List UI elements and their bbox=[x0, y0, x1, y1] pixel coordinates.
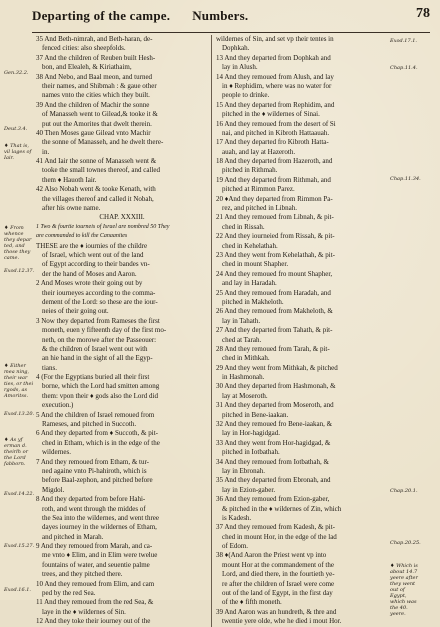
text-line: 39 And Aaron was an hundreth, & thre and bbox=[216, 607, 337, 616]
text-line: mount Hor at the commandement of the bbox=[222, 560, 334, 569]
text-line: the villages thereof and called it Nobah, bbox=[42, 194, 154, 203]
left-margin-notes bbox=[4, 35, 36, 627]
margin-note: Exod.17.1. bbox=[390, 38, 417, 44]
text-line: lay in Ezion-gaber. bbox=[222, 485, 276, 494]
text-line: lay in Alush. bbox=[222, 63, 258, 72]
text-line: roth, and went through the middes of bbox=[42, 504, 146, 513]
text-line: 12 And they toke their iourney out of the bbox=[36, 617, 151, 626]
text-line: pitched in Rithmah. bbox=[222, 166, 278, 175]
text-line: their names, and Shibmah : & gaue other bbox=[42, 81, 157, 90]
text-line: & the children of Israel went out with bbox=[42, 344, 148, 353]
text-line: 24 And they remoued fro mount Shapher, bbox=[216, 269, 333, 278]
text-line: 22 And they iourneied from Rissah, & pit- bbox=[216, 232, 335, 241]
text-line: wildernes. bbox=[42, 448, 71, 457]
text-line: 33 And they went from Hor-hagidgad, & bbox=[216, 438, 331, 447]
margin-note: Deut.3.4. bbox=[4, 126, 28, 132]
text-line: tians. bbox=[42, 363, 57, 372]
text-line: ped by the red Sea. bbox=[42, 589, 96, 598]
text-line: rez, and pitched in Libnah. bbox=[222, 204, 298, 213]
text-line: nai, and pitched in Kibroth Hattaauah. bbox=[222, 128, 330, 137]
text-line: 8 And they departed from before Hahi- bbox=[36, 495, 146, 504]
text-line: 10 And they remoued from Elim, and cam bbox=[36, 579, 155, 588]
text-line: and lay in Haradah. bbox=[222, 279, 277, 288]
text-line: ned againe vnto Pi-hahiroth, which is bbox=[42, 466, 147, 475]
text-line: pitched in Iotbathah. bbox=[222, 448, 280, 457]
margin-note: Chap.20.25. bbox=[390, 540, 421, 546]
running-head-title bbox=[32, 8, 248, 24]
text-line: 7 And they remoued from Etham, & tur- bbox=[36, 457, 150, 466]
text-line: der the hand of Moses and Aaron. bbox=[42, 269, 137, 278]
text-line: 20 ♦And they departed from Rimmon Pa- bbox=[216, 194, 333, 203]
text-line: CHAP. XXXIII. bbox=[99, 213, 145, 222]
margin-note: Chap.11.4. bbox=[390, 65, 418, 71]
margin-note: Exod.14.22. bbox=[4, 491, 35, 497]
text-line: ched in Mithkah. bbox=[222, 354, 270, 363]
margin-note: Chap.11.34. bbox=[390, 176, 421, 182]
left-text-column bbox=[36, 35, 212, 627]
text-line: 35 And they departed from Ebronah, and bbox=[216, 476, 331, 485]
text-line: 26 And they remoued from Makheloth, & bbox=[216, 307, 333, 316]
text-line: them ♦ Hauoth Iair. bbox=[42, 175, 97, 184]
text-line: 3 Now they departed from Rameses the first bbox=[36, 316, 160, 325]
text-line: before Baal-zephon, and pitched before bbox=[42, 476, 153, 485]
text-line: 34 And they remoued from Iotbathah, & bbox=[216, 457, 329, 466]
text-line: neies of their going out. bbox=[42, 307, 109, 316]
text-line: their iourneyes according to the comma- bbox=[42, 288, 156, 297]
text-line: 31 And they departed from Moseroth, and bbox=[216, 401, 334, 410]
text-line: names vnto the cities which they built. bbox=[42, 91, 150, 100]
text-line: 27 And they departed from Tahath, & pit- bbox=[216, 326, 333, 335]
text-line: tooke the small townes thereof, and called bbox=[42, 166, 160, 175]
text-line: them: vpon their ♦ gods also the Lord did bbox=[42, 391, 158, 400]
text-line: auah, and lay at Hazeroth. bbox=[222, 147, 296, 156]
text-line: 38 ♦(And Aaron the Priest went vp into bbox=[216, 551, 327, 560]
text-line: out of the land of Egypt, in the first day bbox=[222, 589, 333, 598]
page-body bbox=[4, 35, 434, 627]
page-number: 78 bbox=[416, 6, 430, 21]
text-line: ched in Rissah. bbox=[222, 222, 265, 231]
text-line: 17 And they departed fro Kibroth Hatta- bbox=[216, 138, 329, 147]
text-line: bon, and Elealeh, & Kiriathaim, bbox=[42, 63, 132, 72]
text-line: fountains of water, and seuentie palme bbox=[42, 560, 150, 569]
text-line: re after the children of Israel were come bbox=[222, 579, 335, 588]
text-line: people to drinke. bbox=[222, 91, 270, 100]
text-line: pitched at Rimmon Parez. bbox=[222, 185, 295, 194]
text-line: 11 And they remoued from the red Sea, & bbox=[36, 598, 154, 607]
text-line: lay in Hor-hagidgad. bbox=[222, 429, 280, 438]
text-line: 30 And they departed from Hashmonah, & bbox=[216, 382, 336, 391]
text-line: 29 And they went from Mithkah, & pitched bbox=[216, 363, 338, 372]
text-line: twentie yere olde, whe he died i mout Hor. bbox=[222, 617, 342, 626]
text-line: 1 Two & fourtie iourneis of Israel are nombred 50 They bbox=[36, 223, 170, 230]
text-line: pitched in Bene-iaakan. bbox=[222, 410, 289, 419]
margin-note: Exod.13.20. bbox=[4, 411, 35, 417]
text-line: moneth, euen y fifteenth day of the first mo- bbox=[42, 326, 167, 335]
text-line: 16 And they remoued from the desert of Si bbox=[216, 119, 336, 128]
text-line: is Kadesh. bbox=[222, 513, 252, 522]
text-line: ched at Tarah. bbox=[222, 335, 262, 344]
text-line: in ♦ Rephidim, where was no water for bbox=[222, 81, 332, 90]
text-line: of Israel, which went out of the land bbox=[42, 250, 144, 259]
text-line: 18 And they departed from Hazeroth, and bbox=[216, 157, 333, 166]
running-header bbox=[32, 6, 430, 33]
text-line: THESE are the ♦ iournies of the childre bbox=[36, 241, 148, 250]
text-line: 25 And they remoued from Haradah, and bbox=[216, 288, 331, 297]
right-text-column bbox=[215, 35, 388, 627]
text-line: after his owne name. bbox=[42, 204, 101, 213]
margin-note: Exod.15.27. bbox=[4, 543, 35, 549]
text-line: and pitched in Marah. bbox=[42, 532, 104, 541]
margin-note: Exod.12.37. bbox=[4, 268, 35, 274]
right-margin-notes bbox=[388, 35, 421, 627]
margin-note: Exod.16.1. bbox=[4, 587, 31, 593]
text-line: 37 And the children of Reuben built Hesh- bbox=[36, 53, 156, 62]
text-line: of Manasseh went to Gilead,& tooke it & bbox=[42, 110, 158, 119]
margin-note: Gen.32.2. bbox=[4, 70, 29, 76]
text-line: 9 And they remoued from Marah, and ca- bbox=[36, 542, 153, 551]
text-line: 13 And they departed from Dophkah and bbox=[216, 53, 331, 62]
text-line: 35 And Beth-nimrah, and Beth-haran, de- bbox=[36, 35, 153, 43]
margin-note: ♦ That is, vil lages of Iair. bbox=[4, 143, 32, 161]
text-line: 21 And they remoued from Libnah, & pit- bbox=[216, 213, 334, 222]
text-line: in. bbox=[42, 147, 50, 156]
text-line: execution.) bbox=[42, 401, 74, 410]
text-line: laye in the ♦ wildernes of Sin. bbox=[42, 607, 126, 616]
text-line: 36 And they remoued from Ezion-gaber, bbox=[216, 495, 330, 504]
text-line: the Sea into the wildernes, and went three bbox=[42, 513, 160, 522]
text-line: lay in Ebronah. bbox=[222, 466, 265, 475]
text-line: dayes iourney in the wildernes of Etham, bbox=[42, 523, 157, 532]
margin-note: Chap.20.1. bbox=[390, 488, 418, 494]
text-line: 19 And they departed from Rithmah, and bbox=[216, 175, 331, 184]
text-line: 5 And the children of Israel remoued from bbox=[36, 410, 155, 419]
text-line: ched in mount Hor, in the edge of the lad bbox=[222, 532, 337, 541]
text-line: 32 And they remoued fro Bene-iaakan, & bbox=[216, 420, 333, 429]
text-line: 28 And they remoued from Tarah, & pit- bbox=[216, 344, 330, 353]
text-line: of Edom. bbox=[222, 542, 249, 551]
chapter-heading: Departing of the campe. bbox=[32, 8, 171, 23]
text-line: 37 And they remoued from Kadesh, & pit- bbox=[216, 523, 335, 532]
text-line: trees, and they pitched there. bbox=[42, 570, 123, 579]
text-line: pitched in Makheloth. bbox=[222, 297, 284, 306]
text-line: 4 (For the Egyptians buried all their first bbox=[36, 373, 150, 382]
text-line: wildernes of Sin, and set vp their tentes in bbox=[216, 35, 334, 43]
margin-note: ♦ Either mea ning, their war ties, or thei rgods, as Amoritss. bbox=[4, 363, 34, 399]
book-name: Numbers. bbox=[192, 8, 249, 23]
text-line: lay in Tahath. bbox=[222, 316, 261, 325]
text-line: 14 And they remoued from Alush, and lay bbox=[216, 72, 334, 81]
text-line: Lord, and died there, in the fourtieth ye- bbox=[222, 570, 335, 579]
text-line: pitched in the ♦ wildernes of Sinai. bbox=[222, 110, 320, 119]
text-line: of Egypt according to their bandes vn- bbox=[42, 260, 150, 269]
text-line: 2 And Moses wrote their going out by bbox=[36, 279, 143, 288]
text-line: are commanded to kill the Canaanites bbox=[36, 233, 128, 240]
text-line: 23 And they went from Kehelathah, & pit- bbox=[216, 250, 335, 259]
margin-note: ♦ Which is about 14.7 yeere after they went out of Egypt, which was the 40. yeere. bbox=[390, 563, 418, 617]
text-line: an hie hand in the sight of all the Egyp- bbox=[42, 354, 153, 363]
text-line: put out the Amorites that dwelt therein. bbox=[42, 119, 152, 128]
margin-note: ♦ From whence they depar ted, and those they came. bbox=[4, 225, 32, 261]
text-line: & pitched in the ♦ wildernes of Zin, which bbox=[222, 504, 342, 513]
text-line: ched in mount Shapher. bbox=[222, 260, 289, 269]
text-line: ched in Kehelathah. bbox=[222, 241, 278, 250]
text-line: dement of the Lord: so these are the iour- bbox=[42, 297, 158, 306]
text-line: of the ♦ fifth moneth. bbox=[222, 598, 282, 607]
text-line: 15 And they departed from Rephidim, and bbox=[216, 100, 335, 109]
text-line: borne, which the Lord had smitten among bbox=[42, 382, 160, 391]
text-line: ched in Etham, which is in the edge of the bbox=[42, 438, 160, 447]
text-line: lay at Moseroth. bbox=[222, 391, 268, 400]
text-line: 39 And the children of Machir the sonne bbox=[36, 100, 150, 109]
text-line: in Hashmonah. bbox=[222, 373, 265, 382]
text-line: 42 Also Nobah went & tooke Kenath, with bbox=[36, 185, 156, 194]
text-line: the sonne of Manasseh, and he dwelt there- bbox=[42, 138, 164, 147]
text-line: 6 And they departed from ♦ Succoth, & pit- bbox=[36, 429, 158, 438]
text-line: neth, on the morowe after the Passeouer: bbox=[42, 335, 157, 344]
text-line: me vnto ♦ Elim, and in Elim were twelue bbox=[42, 551, 158, 560]
text-line: fenced cities: also sheepfolds. bbox=[42, 44, 126, 53]
text-line: Rameses, and pitched in Succoth. bbox=[42, 420, 137, 429]
text-line: 41 And Iair the sonne of Manasseh went & bbox=[36, 157, 157, 166]
text-line: Dophkah. bbox=[222, 44, 250, 53]
text-line: 38 And Nebo, and Baal meon, and turned bbox=[36, 72, 153, 81]
text-line: Migdol. bbox=[42, 485, 65, 494]
text-line: 40 Then Moses gaue Gilead vnto Machir bbox=[36, 128, 151, 137]
margin-note: ♦ As yf erman d. theirlh or the Lord fabborn. bbox=[4, 437, 28, 467]
